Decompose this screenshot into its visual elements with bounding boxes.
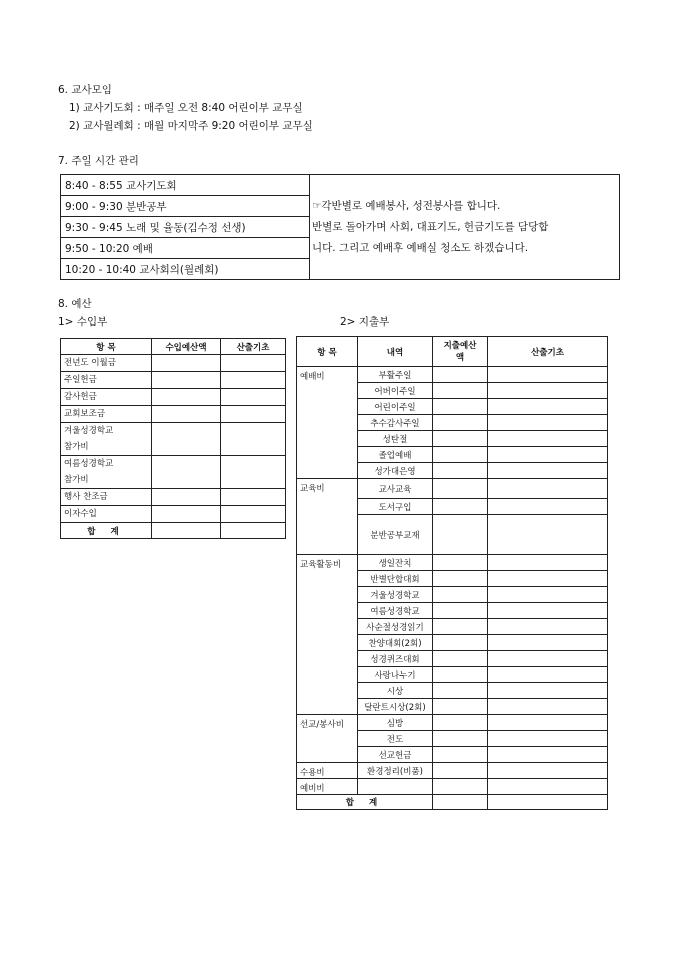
income-amount-cell: [152, 355, 221, 372]
expense-basis-cell: [488, 747, 608, 763]
expense-category: 교육활동비: [297, 555, 358, 715]
meeting-item: 2) 교사월례회 : 매월 마지막주 9:20 어린이부 교무실: [69, 120, 313, 132]
income-item: 전년도 이월금: [61, 355, 152, 372]
expense-amount-cell: [433, 683, 488, 699]
expense-amount-cell: [433, 699, 488, 715]
expense-basis-cell: [488, 779, 608, 795]
expense-amount-cell: [433, 619, 488, 635]
expense-item: 추수감사주일: [358, 415, 433, 431]
income-amount-cell: [152, 506, 221, 523]
income-header: 산출기초: [221, 339, 286, 355]
expense-amount-cell: [433, 499, 488, 515]
expense-basis-cell: [488, 587, 608, 603]
expense-amount-cell: [433, 779, 488, 795]
expense-basis-cell: [488, 399, 608, 415]
expense-item: 찬양대회(2회): [358, 635, 433, 651]
expense-basis-cell: [488, 479, 608, 499]
schedule-row: 10:20 - 10:40 교사회의(월례회): [61, 259, 310, 280]
income-item: 주일헌금: [61, 372, 152, 389]
schedule-row: 8:40 - 8:55 교사기도회: [61, 175, 310, 196]
expense-item: 선교헌금: [358, 747, 433, 763]
income-total-basis: [221, 523, 286, 539]
expense-item: 여름성경학교: [358, 603, 433, 619]
expense-amount-cell: [433, 747, 488, 763]
expense-amount-cell: [433, 415, 488, 431]
note-line: 반별로 돌아가며 사회, 대표기도, 헌금기도를 담당합: [312, 220, 549, 233]
income-total-amount: [152, 523, 221, 539]
income-item: 교회보조금: [61, 406, 152, 423]
expense-item: 환경정리(비품): [358, 763, 433, 779]
expense-header: 산출기초: [488, 337, 608, 367]
expense-amount-cell: [433, 635, 488, 651]
expense-amount-cell: [433, 515, 488, 555]
schedule-note: [310, 175, 620, 280]
expense-item: 성가대은영: [358, 463, 433, 479]
expense-basis-cell: [488, 619, 608, 635]
section-8-heading: 8. 예산: [58, 298, 92, 310]
expense-amount-cell: [433, 431, 488, 447]
schedule-row: 9:50 - 10:20 예배: [61, 238, 310, 259]
expense-basis-cell: [488, 431, 608, 447]
income-amount-cell: [152, 389, 221, 406]
expense-basis-cell: [488, 651, 608, 667]
income-amount-cell: [152, 456, 221, 489]
income-table: [60, 338, 286, 539]
expense-header: 항 목: [297, 337, 358, 367]
income-header: 항 목: [61, 339, 152, 355]
expense-item: 어린이주일: [358, 399, 433, 415]
expense-amount-cell: [433, 479, 488, 499]
expense-category: 수용비: [297, 763, 358, 779]
income-basis-cell: [221, 389, 286, 406]
expense-item: 사순절성경읽기: [358, 619, 433, 635]
expense-item: 겨울성경학교: [358, 587, 433, 603]
expense-item: 생일잔치: [358, 555, 433, 571]
income-basis-cell: [221, 489, 286, 506]
expense-item: 어버이주일: [358, 383, 433, 399]
expense-amount-cell: [433, 555, 488, 571]
expense-category: 예배비: [297, 367, 358, 479]
expense-item: 사랑나누기: [358, 667, 433, 683]
expense-category: 교육비: [297, 479, 358, 555]
expense-basis-cell: [488, 447, 608, 463]
note-line: ☞각반별로 예배봉사, 성전봉사를 합니다.: [312, 199, 501, 212]
expense-item: 반별단합대회: [358, 571, 433, 587]
expense-amount-cell: [433, 571, 488, 587]
expense-amount-cell: [433, 763, 488, 779]
expense-amount-cell: [433, 447, 488, 463]
expense-amount-cell: [433, 651, 488, 667]
income-amount-cell: [152, 372, 221, 389]
expense-item: 심방: [358, 715, 433, 731]
income-basis-cell: [221, 423, 286, 456]
expense-item: 졸업예배: [358, 447, 433, 463]
expense-amount-cell: [433, 399, 488, 415]
note-line: 니다. 그리고 예배후 예배실 청소도 하겠습니다.: [312, 241, 529, 254]
income-item: 이자수입: [61, 506, 152, 523]
expense-item: 성탄절: [358, 431, 433, 447]
income-basis-cell: [221, 406, 286, 423]
expense-basis-cell: [488, 383, 608, 399]
expense-item: 성경퀴즈대회: [358, 651, 433, 667]
expense-category: 선교/봉사비: [297, 715, 358, 763]
expense-basis-cell: [488, 603, 608, 619]
expense-amount-cell: [433, 603, 488, 619]
expense-item: 교사교육: [358, 479, 433, 499]
expense-amount-cell: [433, 383, 488, 399]
expense-basis-cell: [488, 635, 608, 651]
expense-basis-cell: [488, 415, 608, 431]
schedule-row: 9:30 - 9:45 노래 및 율동(김수정 선생): [61, 217, 310, 238]
expense-item: 부활주일: [358, 367, 433, 383]
expense-basis-cell: [488, 763, 608, 779]
expense-item: 도서구입: [358, 499, 433, 515]
income-amount-cell: [152, 406, 221, 423]
meeting-item: 1) 교사기도회 : 매주일 오전 8:40 어린이부 교무실: [69, 102, 303, 114]
income-basis-cell: [221, 355, 286, 372]
expense-amount-cell: [433, 667, 488, 683]
expense-basis-cell: [488, 683, 608, 699]
expense-item: [358, 779, 433, 795]
income-item: 행사 찬조금: [61, 489, 152, 506]
expense-table: [296, 336, 608, 810]
section-7-heading: 7. 주일 시간 관리: [58, 155, 139, 167]
expense-basis-cell: [488, 555, 608, 571]
expense-amount-cell: [433, 587, 488, 603]
expense-basis-cell: [488, 499, 608, 515]
income-basis-cell: [221, 456, 286, 489]
expense-basis-cell: [488, 463, 608, 479]
income-item: 감사헌금: [61, 389, 152, 406]
schedule-table: [60, 174, 620, 280]
expense-total-amount: [433, 795, 488, 810]
income-item: 겨울성경학교 참가비: [61, 423, 152, 456]
expense-item: 전도: [358, 731, 433, 747]
expense-category: 예비비: [297, 779, 358, 795]
expense-basis-cell: [488, 571, 608, 587]
schedule-row: 9:00 - 9:30 분반공부: [61, 196, 310, 217]
expense-title: 2> 지출부: [340, 316, 390, 328]
income-amount-cell: [152, 423, 221, 456]
income-basis-cell: [221, 372, 286, 389]
expense-basis-cell: [488, 731, 608, 747]
expense-header: 내역: [358, 337, 433, 367]
section-6-heading: 6. 교사모임: [58, 84, 112, 96]
expense-basis-cell: [488, 667, 608, 683]
expense-total: 합 계: [297, 795, 433, 810]
income-amount-cell: [152, 489, 221, 506]
expense-amount-cell: [433, 367, 488, 383]
income-title: 1> 수입부: [58, 316, 108, 328]
income-header: 수입예산액: [152, 339, 221, 355]
expense-item: 시상: [358, 683, 433, 699]
expense-basis-cell: [488, 715, 608, 731]
expense-basis-cell: [488, 515, 608, 555]
expense-amount-cell: [433, 715, 488, 731]
expense-item: 분반공부교재: [358, 515, 433, 555]
expense-header: 지출예산 액: [433, 337, 488, 367]
income-basis-cell: [221, 506, 286, 523]
income-total: 합 계: [61, 523, 152, 539]
expense-item: 달란트시상(2회): [358, 699, 433, 715]
expense-basis-cell: [488, 367, 608, 383]
expense-amount-cell: [433, 463, 488, 479]
expense-basis-cell: [488, 699, 608, 715]
expense-total-basis: [488, 795, 608, 810]
income-item: 여름성경학교 참가비: [61, 456, 152, 489]
expense-amount-cell: [433, 731, 488, 747]
